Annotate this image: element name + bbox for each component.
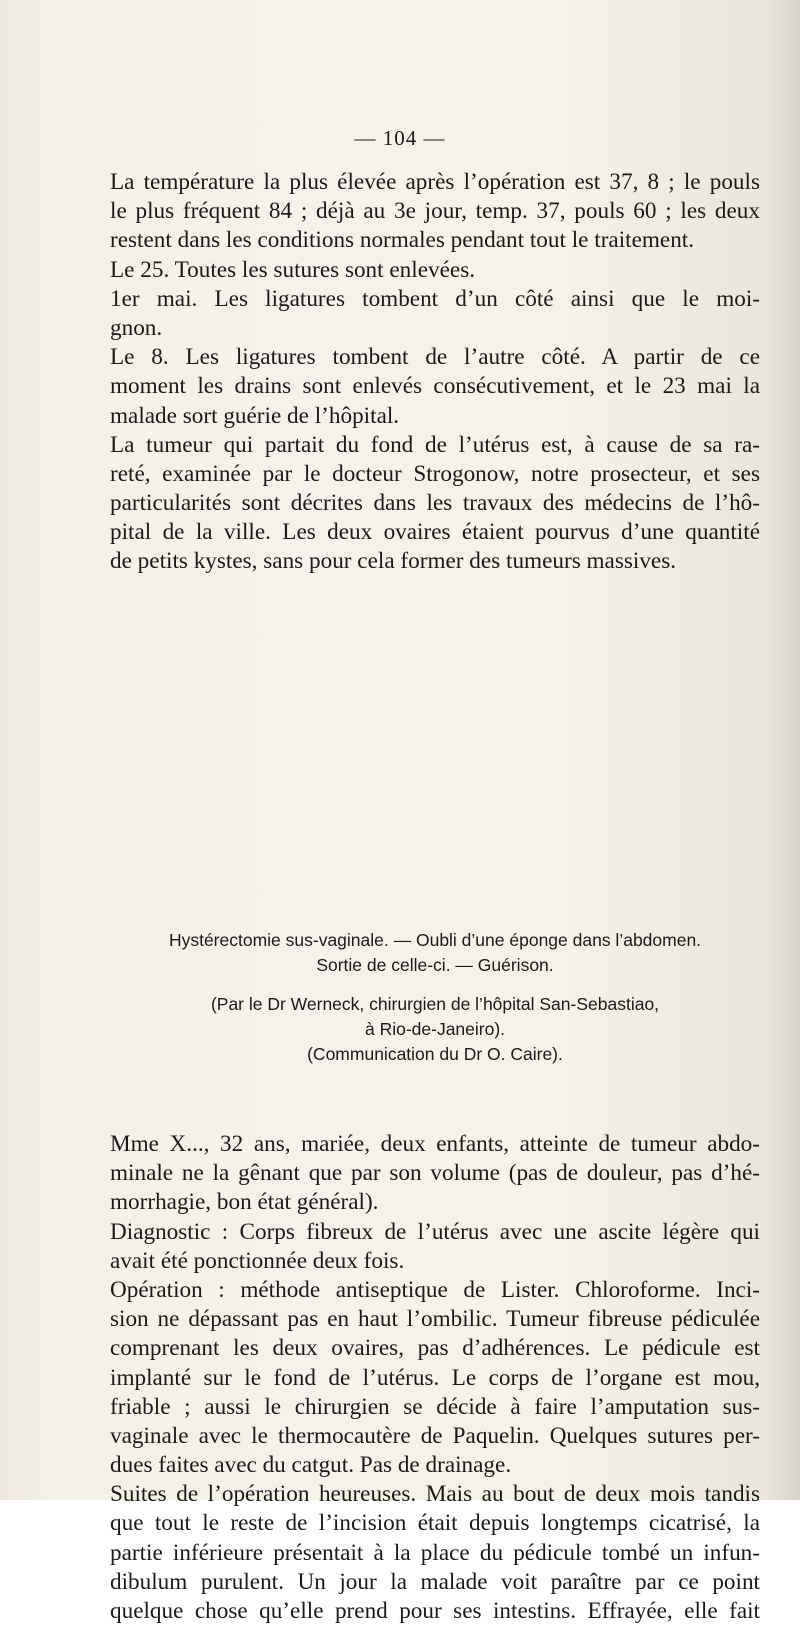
text-line: de petits kystes, sans pour cela former des tumeurs massives. <box>110 548 677 575</box>
text-line: avait été ponctionnée deux fois. <box>110 1247 405 1274</box>
section-title: Hystérectomie sus-vaginale. — Oubli d’une éponge dans l’abdomen. <box>168 930 702 950</box>
text-line: 1er mai. Les ligatures tombent d’un côté ainsi que le moi- <box>110 285 760 312</box>
text-line: comprenant les deux ovaires, pas d’adhérences. Le pédicule est <box>110 1335 760 1362</box>
section-credit: (Par le Dr Werneck, chirurgien de l’hôpital San-Sebastiao, <box>210 994 660 1014</box>
text-line: particularités sont décrites dans les travaux des médecins de l’hô- <box>110 490 760 517</box>
text-line: Suites de l’opération heureuses. Mais au bout de deux mois tandis <box>110 1481 760 1508</box>
section-heading <box>110 928 760 1067</box>
text-line: sion ne dépassant pas en haut l’ombilic. Tumeur fibreuse pédiculée <box>110 1306 760 1333</box>
text-line: restent dans les conditions normales pendant tout le traitement. <box>110 227 695 254</box>
text-line: dibulum purulent. Un jour la malade voit paraître par ce point <box>110 1568 760 1595</box>
page-number: — 104 — <box>354 126 446 150</box>
text-line: La température la plus élevée après l’opération est 37, 8 ; le pouls <box>110 169 760 195</box>
text-line: le plus fréquent 84 ; déjà au 3e jour, temp. 37, pouls 60 ; les deux <box>110 198 760 225</box>
section-subtitle: Sortie de celle-ci. — Guérison. <box>316 955 554 975</box>
text-line: gnon. <box>110 314 163 341</box>
text-line: vaginale avec le thermocautère de Paquelin. Quelques sutures per- <box>110 1422 760 1449</box>
text-line: quelque chose qu’elle prend pour ses intestins. Effrayée, elle fait <box>110 1598 760 1624</box>
text-line: reté, examinée par le docteur Strogonow, notre prosecteur, et ses <box>110 460 760 487</box>
text-line: que tout le reste de l’incision était depuis longtemps cicatrisé, la <box>110 1510 760 1537</box>
text-line: partie inférieure présentait à la place du pédicule tombé un infun- <box>110 1539 760 1566</box>
text-line: Le 25. Toutes les sutures sont enlevées. <box>110 256 476 283</box>
section-credit: à Rio-de-Janeiro). <box>364 1019 506 1039</box>
text-line: minale ne la gênant que par son volume (pas de douleur, pas d’hé- <box>110 1160 760 1187</box>
text-line: morrhagie, bon état général). <box>110 1189 379 1216</box>
text-line: Diagnostic : Corps fibreux de l’utérus avec une ascite légère qui <box>110 1218 760 1245</box>
text-line: implanté sur le fond de l’utérus. Le corps de l’organe est mou, <box>110 1364 760 1391</box>
text-line: dues faites avec du catgut. Pas de drainage. <box>110 1452 512 1479</box>
case-report <box>110 1130 760 1626</box>
text-line: pital de la ville. Les deux ovaires étaient pourvus d’une quantité <box>110 519 760 546</box>
text-line: friable ; aussi le chirurgien se décide à faire l’amputation sus- <box>110 1393 760 1420</box>
text-line: Le 8. Les ligatures tombent de l’autre côté. A partir de ce <box>110 344 760 371</box>
text-line: Opération : méthode antiseptique de Lister. Chloroforme. Inci- <box>110 1276 760 1303</box>
section-credit: (Communication du Dr O. Caire). <box>307 1044 563 1064</box>
text-line: La tumeur qui partait du fond de l’utérus est, à cause de sa ra- <box>110 431 760 458</box>
text-line: moment les drains sont enlevés consécutivement, et le 23 mai la <box>110 373 760 400</box>
paragraph-continuation <box>110 168 760 577</box>
text-line: malade sort guérie de l’hôpital. <box>110 402 400 429</box>
text-line: Mme X..., 32 ans, mariée, deux enfants, atteinte de tumeur abdo- <box>110 1131 760 1157</box>
